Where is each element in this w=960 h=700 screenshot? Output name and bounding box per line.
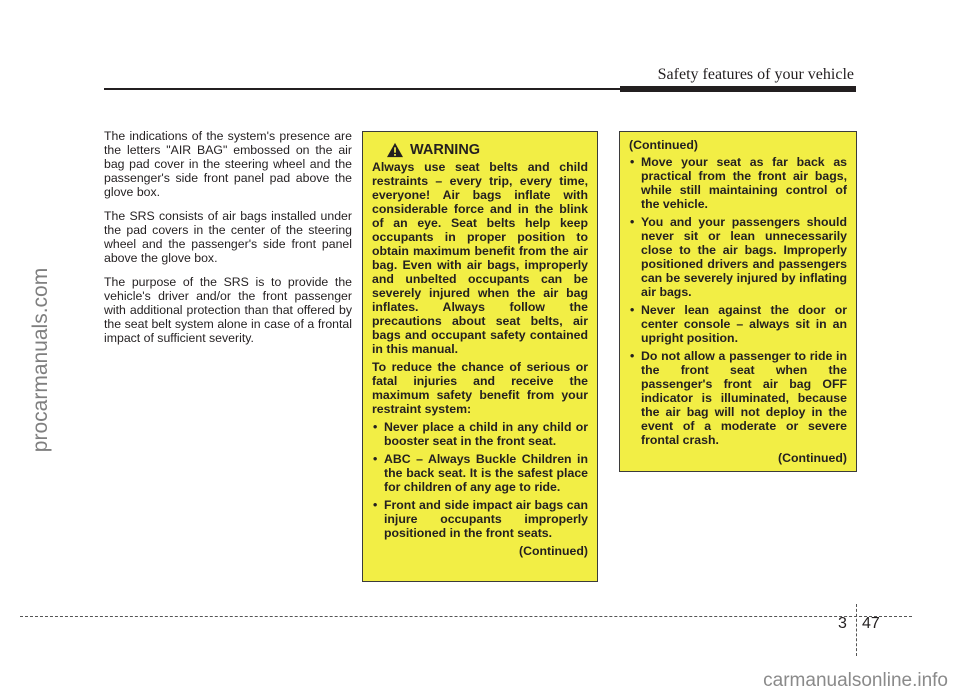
warning-box-left bbox=[362, 131, 598, 582]
body-paragraph: The purpose of the SRS is to provide the vehicle's driver and/or the front passenger with additional protection than that offered by the seat belt system alone in case of a frontal impact of sufficient severity. bbox=[104, 275, 352, 345]
chapter-number: 3 bbox=[838, 615, 847, 632]
warning-bullet: • You and your passengers should never sit or lean unnecessarily close to the air bags. Improperly positioned drivers and passengers can be severely injured by inflating air bags. bbox=[629, 215, 847, 299]
section-title: Safety features of your vehicle bbox=[657, 66, 854, 83]
warning-bullet-list bbox=[372, 420, 588, 540]
body-paragraph: The indications of the system's presence are the letters "AIR BAG" embossed on the air bag pad cover in the steering wheel and the passenger's side front panel pad above the glove box. bbox=[104, 129, 352, 199]
warning-bullet: • Never lean against the door or center console – always sit in an upright position. bbox=[629, 303, 847, 345]
warning-triangle-icon bbox=[386, 142, 404, 158]
warning-bullet: • ABC – Always Buckle Children in the back seat. It is the safest place for children of any age to ride. bbox=[372, 452, 588, 494]
warning-header bbox=[386, 142, 588, 158]
warning-bullet: • Never place a child in any child or booster seat in the front seat. bbox=[372, 420, 588, 448]
warning-bullet-list bbox=[629, 155, 847, 447]
continued-label: (Continued) bbox=[778, 451, 847, 465]
warning-paragraph: Always use seat belts and child restraints – every trip, every time, everyone! Air bags inflate with considerable force and in the blink of an eye. Seat belts help keep occupants in proper position to obtain maximum benefit from the air bag. Even with air bags, improperly and unbelted occupants can be severely injured when the air bag inflates. Always follow the precautions about seat belts, air bags and occupant safety contained in this manual. bbox=[372, 160, 588, 356]
watermark-bottom: carmanualsonline.info bbox=[763, 670, 948, 691]
continued-label: (Continued) bbox=[519, 544, 588, 558]
warning-bullet: • Front and side impact air bags can injure occupants improperly positioned in the front seats. bbox=[372, 498, 588, 540]
watermark-left bbox=[26, 200, 56, 520]
warning-bullet: • Move your seat as far back as practical from the front air bags, while still maintaining control of the vehicle. bbox=[629, 155, 847, 211]
body-text-column bbox=[104, 129, 352, 355]
body-paragraph: The SRS consists of air bags installed under the pad covers in the center of the steering wheel and the passenger's side front panel above the glove box. bbox=[104, 209, 352, 265]
warning-box-right bbox=[619, 131, 857, 472]
footer-rule bbox=[20, 616, 912, 617]
warning-paragraph: To reduce the chance of serious or fatal injuries and receive the maximum safety benefit from your restraint system: bbox=[372, 360, 588, 416]
page-number: 47 bbox=[862, 615, 880, 632]
continued-label: (Continued) bbox=[629, 138, 698, 152]
warning-title: WARNING bbox=[410, 142, 481, 158]
watermark-left-text: procarmanuals.com bbox=[29, 267, 52, 453]
warning-bullet: • Do not allow a passenger to ride in the front seat when the passenger's front air bag OFF indicator is illuminated, because the air bag will not deploy in the event of a moderate or severe frontal crash. bbox=[629, 349, 847, 447]
page-number-separator bbox=[856, 604, 857, 656]
header-rule-accent bbox=[620, 86, 856, 92]
